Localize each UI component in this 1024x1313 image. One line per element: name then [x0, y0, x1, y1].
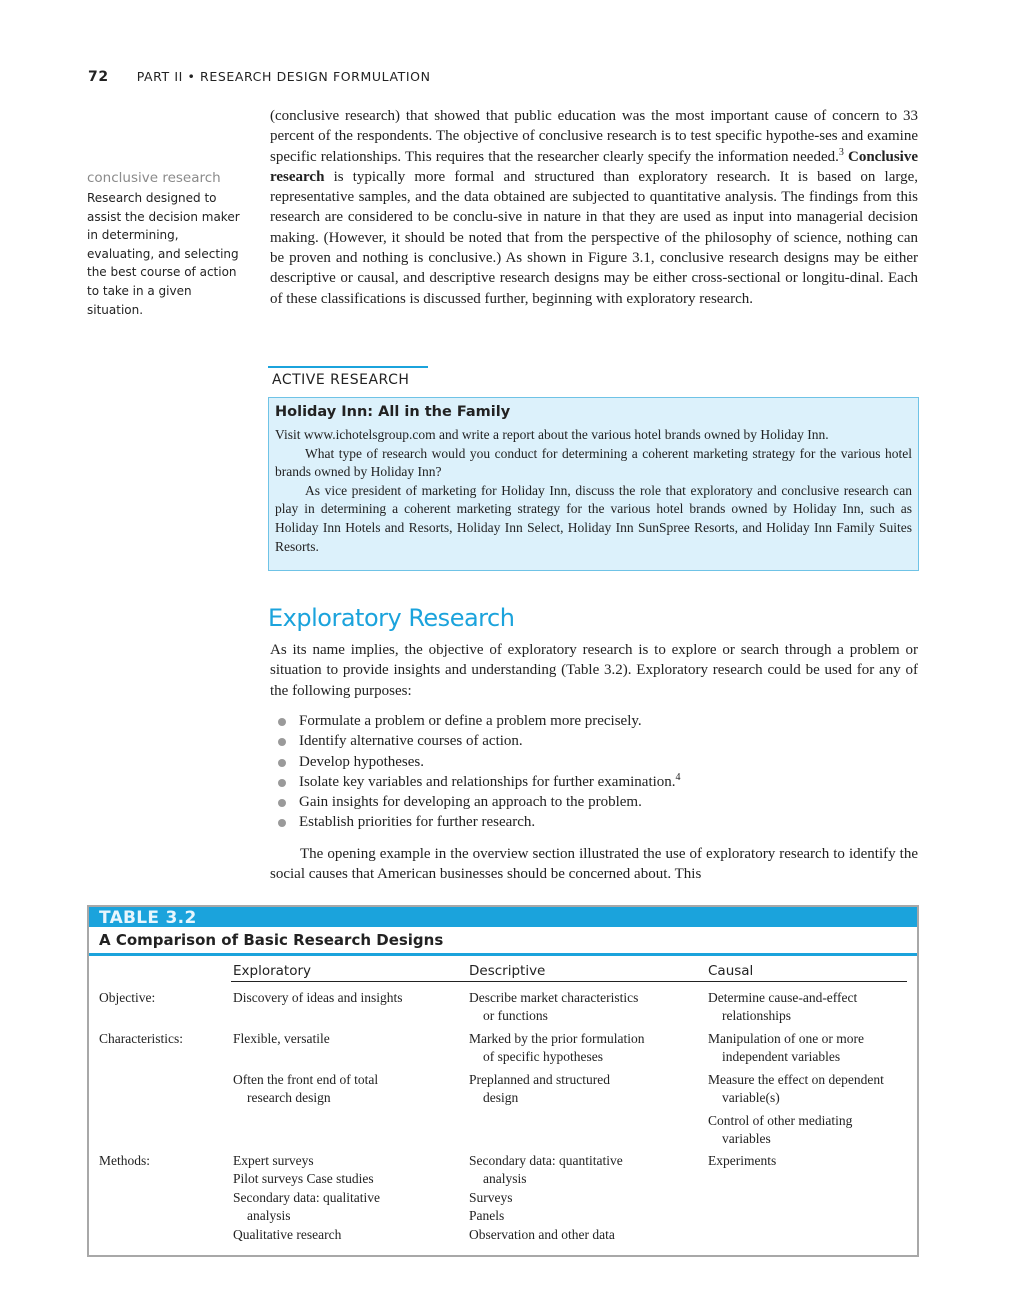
page-number: 72 [88, 69, 109, 85]
column-header-rule [231, 981, 907, 982]
list-item: Formulate a problem or define a problem more precisely. [278, 711, 918, 731]
column-header-exploratory: Exploratory [233, 963, 312, 979]
table-title: A Comparison of Basic Research Designs [99, 931, 444, 949]
active-research-box [268, 397, 919, 571]
bullet-icon [278, 799, 286, 807]
closing-paragraph: The opening example in the overview section illustrated the use of exploratory research to identify the social causes that American businesses should be concerned about. This [270, 846, 918, 883]
endnote-ref-4: 4 [675, 771, 681, 783]
section-heading: Exploratory Research [268, 604, 515, 632]
body-paragraph-1 [270, 106, 918, 309]
cell-methods-descriptive: Secondary data: quantitative analysis Surveys Panels Observation and other data [469, 1153, 623, 1242]
bullet-icon [278, 738, 286, 746]
cell-characteristics-descriptive: Marked by the prior formulation of specific hypotheses Preplanned and structured design [469, 1031, 645, 1106]
cell-characteristics-exploratory: Flexible, versatile Often the front end of total research design [233, 1031, 379, 1106]
bullet-icon [278, 759, 286, 767]
active-research-p2: What type of research would you conduct for determining a coherent marketing strategy for the various hotel brands owned by Holiday Inn? [275, 445, 912, 480]
column-header-causal: Causal [708, 963, 754, 979]
para1-text-before: (conclusive research) that showed that public education was the most important cause of concern to 33 percent of the respondents. The objective of conclusive research is to test specific hypothe-ses and examine specific relationships. This requires that the researcher clearly specify the information needed. [270, 108, 918, 165]
cell-objective-descriptive: Describe market characteristics or functions [469, 990, 639, 1024]
bullet-icon [278, 779, 286, 787]
endnote-ref-3: 3 [838, 146, 844, 158]
row-label-objective: Objective: [99, 990, 156, 1005]
active-research-label: ACTIVE RESEARCH [272, 372, 410, 388]
cell-objective-exploratory: Discovery of ideas and insights [233, 990, 403, 1005]
active-research-p3: As vice president of marketing for Holiday Inn, discuss the role that exploratory and conclusive research can play in determining a coherent marketing strategy for the various hotel brands owned by Holiday Inn, such as Holiday Inn Hotels and Resorts, Holiday Inn Select, Holiday Inn SunSpree Resorts, and Holiday Inn Family Suites Resorts. [275, 482, 912, 554]
purposes-list [278, 711, 918, 833]
list-item: Develop hypotheses. [278, 752, 918, 772]
comparison-table [87, 905, 919, 1257]
cell-objective-causal: Determine cause-and-effect relationships [708, 990, 858, 1024]
bold-term-conclusive-research: Conclusive research [270, 148, 918, 185]
section-intro-paragraph: As its name implies, the objective of exploratory research is to explore or search through a problem or situation to provide insights and understanding (Table 3.2). Exploratory research could be used for any of the following purposes: [270, 642, 918, 699]
table-title-rule [89, 953, 917, 956]
row-label-characteristics: Characteristics: [99, 1031, 183, 1046]
bullet-icon [278, 718, 286, 726]
running-header [88, 69, 431, 89]
active-research-rule [268, 366, 428, 368]
cell-methods-causal: Experiments [708, 1153, 777, 1168]
running-head-text: PART II • RESEARCH DESIGN FORMULATION [136, 69, 431, 84]
cell-characteristics-causal: Manipulation of one or more independent variables Measure the effect on dependent variable(s) Control of other mediating variables [708, 1031, 884, 1147]
cell-methods-exploratory: Expert surveys Pilot surveys Case studies Secondary data: qualitative analysis Qualitative research [233, 1153, 380, 1242]
list-item: Identify alternative courses of action. [278, 731, 918, 751]
table-label: TABLE 3.2 [99, 908, 197, 928]
glossary-term: conclusive research [87, 170, 221, 186]
active-research-p1: Visit www.ichotelsgroup.com and write a report about the various hotel brands owned by Holiday Inn. [275, 427, 829, 442]
glossary-definition: Research designed to assist the decision maker in determining, evaluating, and selecting the best course of action to take in a given situation. [87, 191, 240, 317]
para1-text-after: is typically more formal and structured than exploratory research. It is based on large, representative samples, and the data obtained are subjected to quantitative analysis. The findings from this research are considered to be conclu-sive in nature in that they are used as input into managerial decision making. (However, it should be noted that from the perspective of the philosophy of science, nothing can be proven and nothing is conclusive.) As shown in Figure 3.1, conclusive research designs may be either descriptive or causal, and descriptive research designs may be either cross-sectional or longitu-dinal. Each of these classifications is discussed further, beginning with exploratory research. [270, 168, 918, 307]
list-item: Isolate key variables and relationships for further examination.$^4$ [278, 772, 918, 792]
margin-glossary-note [87, 170, 247, 319]
active-research-title: Holiday Inn: All in the Family [275, 404, 511, 420]
bullet-icon [278, 819, 286, 827]
column-header-descriptive: Descriptive [469, 963, 546, 979]
row-label-methods: Methods: [99, 1153, 151, 1168]
list-item: Establish priorities for further research. [278, 812, 918, 832]
list-item: Gain insights for developing an approach to the problem. [278, 792, 918, 812]
table-label-band [89, 907, 917, 927]
